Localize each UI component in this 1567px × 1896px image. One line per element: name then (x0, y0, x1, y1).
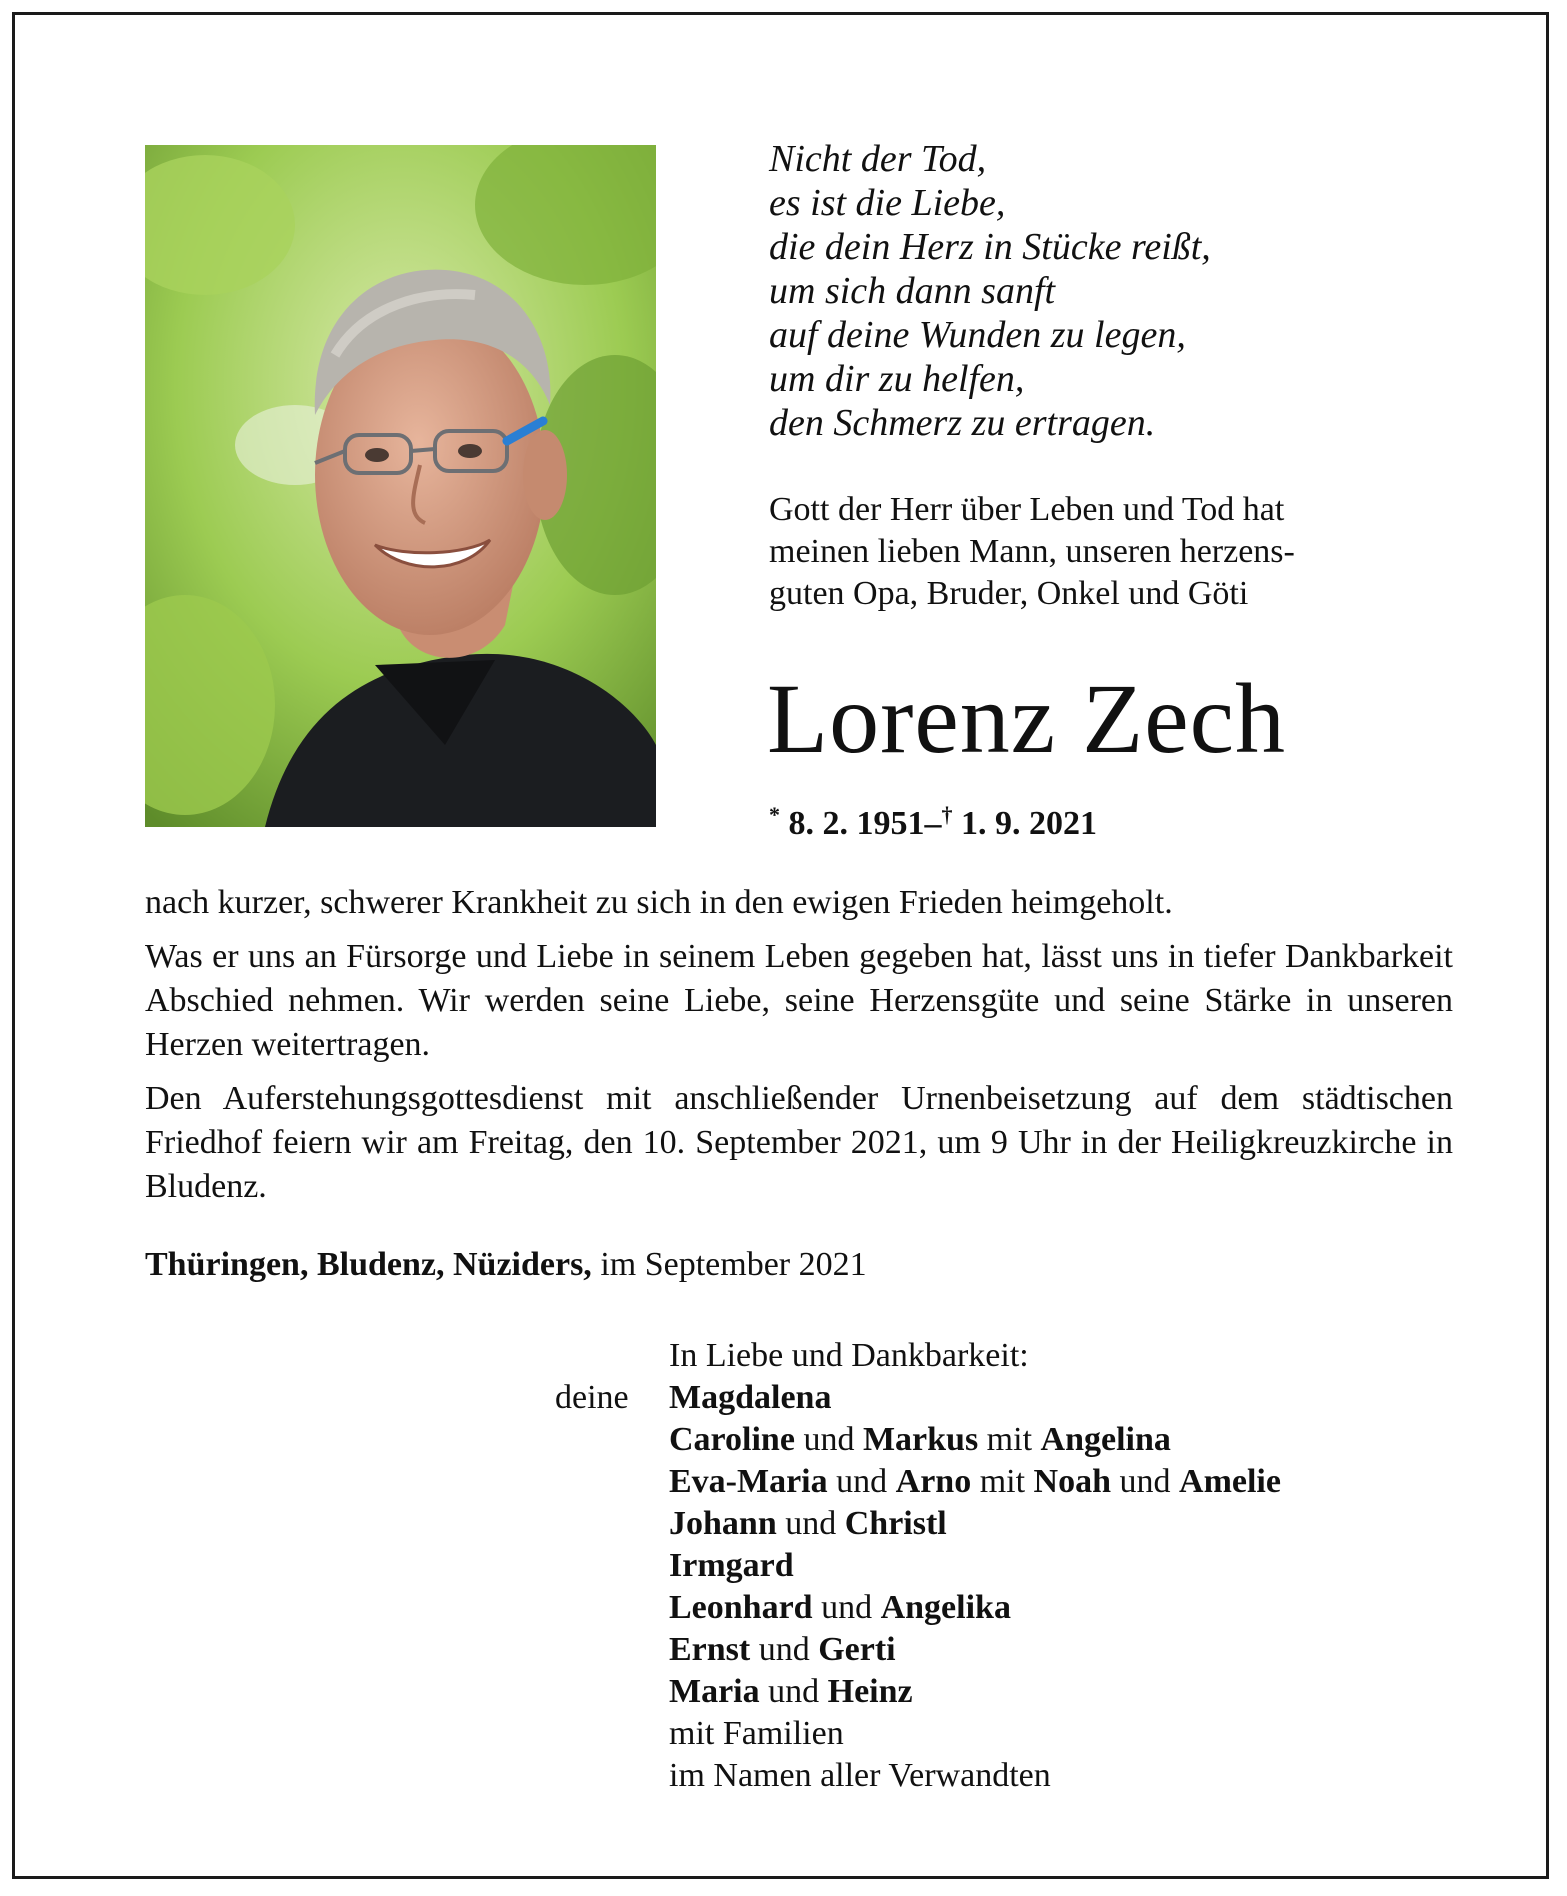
poem-line: es ist die Liebe, (769, 182, 1006, 224)
family-member-name: Leonhard (669, 1589, 813, 1626)
family-member-name: Gerti (818, 1631, 896, 1668)
family-member-name: Angelina (1040, 1421, 1171, 1458)
signature-row (555, 1587, 1475, 1629)
poem (769, 137, 1489, 445)
body-text (145, 881, 1453, 1219)
family-member-name: Maria (669, 1673, 760, 1710)
portrait-photo (145, 145, 656, 827)
poem-line: um dir zu helfen, (769, 358, 1025, 400)
signature-row (555, 1377, 1475, 1419)
death-date: 1. 9. 2021 (961, 805, 1097, 842)
signature-connector: und (794, 1421, 863, 1458)
signature-row (555, 1713, 1475, 1755)
intro-line: Gott der Herr über Leben und Tod hat (769, 491, 1285, 528)
portrait-illustration (145, 145, 656, 827)
signature-connector: und (750, 1631, 819, 1668)
place-date: im September 2021 (600, 1246, 867, 1283)
signature-deine: deine (555, 1379, 629, 1416)
poem-line: die dein Herz in Stücke reißt, (769, 226, 1211, 268)
signature-connector: im Namen aller Verwandten (669, 1757, 1051, 1794)
intro-text (769, 489, 1453, 615)
family-member-name: Magdalena (669, 1379, 832, 1416)
signature-connector: und (827, 1463, 896, 1500)
family-member-name: Caroline (669, 1421, 795, 1458)
intro-line: meinen lieben Mann, unseren herzens- (769, 533, 1295, 570)
date-separator: – (924, 805, 942, 842)
obituary-frame (12, 12, 1549, 1879)
signature-row (555, 1671, 1475, 1713)
body-paragraph: Was er uns an Fürsorge und Liebe in seinem Leben gegeben hat, lässt uns in tiefer Dankbarkeit Abschied nehmen. Wir werden seine Liebe, seine Herzensgüte und seine Stärke in unseren Herzen weitertragen. (145, 938, 1453, 1063)
death-symbol: † (941, 802, 953, 827)
family-member-name: Eva-Maria (669, 1463, 828, 1500)
signature-connector: und (1111, 1463, 1180, 1500)
family-member-name: Noah (1033, 1463, 1112, 1500)
family-member-name: Johann (669, 1505, 777, 1542)
signature-row (555, 1545, 1475, 1587)
poem-line: um sich dann sanft (769, 270, 1056, 312)
signature-row (555, 1755, 1475, 1797)
place-and-date (145, 1243, 867, 1287)
body-paragraph: Den Auferstehungsgottesdienst mit anschließender Urnenbeisetzung auf dem städtischen Friedhof feiern wir am Freitag, den 10. September 2021, um 9 Uhr in der Heiligkreuzkirche in Bludenz. (145, 1080, 1453, 1205)
birth-date: 8. 2. 1951 (788, 805, 925, 842)
family-member-name: Ernst (669, 1631, 751, 1668)
signature-row (555, 1503, 1475, 1545)
family-member-name: Angelika (880, 1589, 1011, 1626)
signature-connector: mit (978, 1421, 1041, 1458)
signature-intro: In Liebe und Dankbarkeit: (669, 1337, 1029, 1374)
family-member-name: Irmgard (669, 1547, 794, 1584)
signature-connector: und (759, 1673, 828, 1710)
family-member-name: Heinz (827, 1673, 913, 1710)
family-member-name: Amelie (1179, 1463, 1281, 1500)
signature-connector: und (776, 1505, 845, 1542)
poem-line: auf deine Wunden zu legen, (769, 314, 1186, 356)
poem-line: den Schmerz zu ertragen. (769, 402, 1156, 444)
signature-row (555, 1629, 1475, 1671)
place-towns: Thüringen, Bludenz, Nüziders, (145, 1246, 592, 1283)
body-paragraph: nach kurzer, schwerer Krankheit zu sich in den ewigen Frieden heimgeholt. (145, 884, 1173, 921)
signature-connector: mit Familien (669, 1715, 844, 1752)
signature-connector: und (812, 1589, 881, 1626)
life-dates (769, 793, 1097, 846)
family-member-name: Markus (862, 1421, 979, 1458)
signature-row (555, 1461, 1475, 1503)
intro-line: guten Opa, Bruder, Onkel und Göti (769, 575, 1249, 612)
signature-block (555, 1335, 1475, 1797)
deceased-name: Lorenz Zech (767, 663, 1287, 774)
signature-names (555, 1377, 1475, 1797)
signature-row (555, 1419, 1475, 1461)
family-member-name: Arno (895, 1463, 972, 1500)
family-member-name: Christl (844, 1505, 947, 1542)
signature-connector: mit (971, 1463, 1034, 1500)
poem-line: Nicht der Tod, (769, 138, 987, 180)
birth-symbol: * (769, 802, 780, 827)
